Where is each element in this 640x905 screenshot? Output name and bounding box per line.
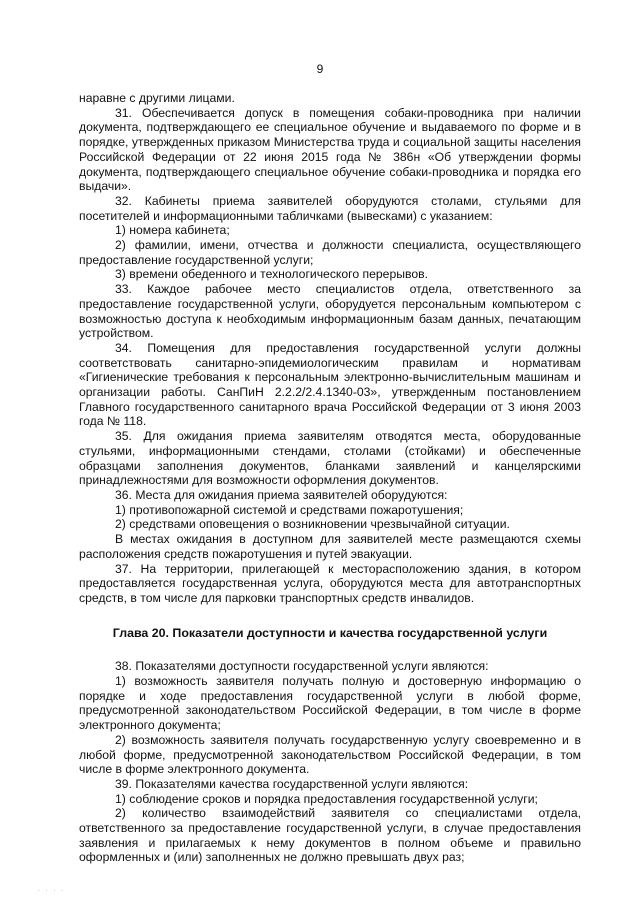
paragraph-34: 34. Помещения для предоставления государственной услуги должны соответствовать санитарно-эпидемиологическим правилам и нормативам «Гигиенические требования к персональным электронно-вычислительным машинам и организации работы. СанПиН 2.2.2/2.4.1340-03», утвержденным постановлением Главного государственного санитарного врача Российской Федерации от 3 июня 2003 года № 118. bbox=[79, 340, 581, 429]
document-body bbox=[79, 91, 581, 865]
page-number: 9 bbox=[316, 62, 324, 76]
paragraph-39-item-2: 2) количество взаимодействий заявителя со специалистами отдела, ответственного за предоставление государственной услуги, в случае предоставления заявления и прилагаемых к нему документов в полном объеме и правильно оформленных и (или) заполненных не должно превышать двух раз; bbox=[79, 806, 581, 865]
chapter-heading: Глава 20. Показатели доступности и качества государственной услуги bbox=[112, 625, 548, 640]
paragraph-36: 36. Места для ожидания приема заявителей оборудуются: bbox=[115, 487, 448, 502]
paragraph-39: 39. Показателями качества государственной услуги являются: bbox=[115, 776, 469, 791]
paragraph-36-item-1: 1) противопожарной системой и средствами пожаротушения; bbox=[115, 502, 464, 517]
paragraph-39-item-1: 1) соблюдение сроков и порядка предоставления государственной услуги; bbox=[115, 791, 538, 806]
paragraph-38-item-2: 2) возможность заявителя получать государственную услугу своевременно и в любой форме, предусмотренной законодательством Российской Федерации, в том числе в форме электронного документа. bbox=[79, 732, 581, 777]
scan-specks: · · · · bbox=[38, 888, 65, 894]
paragraph-33: 33. Каждое рабочее место специалистов отдела, ответственного за предоставление государственной услуги, оборудуется персональным компьютером с возможностью доступа к необходимым информационным базам данных, печатающим устройством. bbox=[79, 282, 581, 341]
paragraph-32: 32. Кабинеты приема заявителей оборудуются столами, стульями для посетителей и информационными табличками (вывесками) с указанием: bbox=[79, 193, 581, 223]
paragraph-continuation: наравне с другими лицами. bbox=[79, 91, 235, 105]
paragraph-38-item-1: 1) возможность заявителя получать полную и достоверную информацию о порядке и ходе предоставления государственной услуги в любой форме, предусмотренной законодательством Российской Федерации, в том числе в форме электронного документа; bbox=[79, 674, 581, 733]
paragraph-32-item-1: 1) номера кабинета; bbox=[115, 223, 230, 238]
paragraph-35: 35. Для ожидания приема заявителям отводятся места, оборудованные стульями, информационными стендами, столами (стойками) и обеспеченные образцами заполнения документов, бланками заявлений и канцелярскими принадлежностями для возможности оформления документов. bbox=[79, 429, 581, 488]
paragraph-37: 37. На территории, прилегающей к месторасположению здания, в котором предоставляется государственная услуга, оборудуются места для автотранспортных средств, в том числе для парковки транспортных средств инвалидов. bbox=[79, 561, 581, 605]
paragraph-32-item-2: 2) фамилии, имени, отчества и должности специалиста, осуществляющего предоставление государственной услуги; bbox=[79, 238, 581, 267]
paragraph-36-note: В местах ожидания в доступном для заявителей месте размещаются схемы расположения средств пожаротушения и путей эвакуации. bbox=[79, 532, 581, 561]
paragraph-38: 38. Показателями доступности государственной услуги являются: bbox=[115, 659, 489, 674]
paragraph-32-item-3: 3) времени обеденного и технологического перерывов. bbox=[115, 267, 428, 282]
paragraph-36-item-2: 2) средствами оповещения о возникновении чрезвычайной ситуации. bbox=[115, 517, 510, 532]
paragraph-31: 31. Обеспечивается допуск в помещения собаки-проводника при наличии документа, подтверждающего ее специальное обучение и выдаваемого по форме и в порядке, утвержденных приказом Министерства труда и социальной защиты населения Российской Федерации от 22 июня 2015 года № 386н «Об утверждении формы документа, подтверждающего специальное обучение собаки-проводника и порядка его выдачи». bbox=[79, 105, 581, 194]
